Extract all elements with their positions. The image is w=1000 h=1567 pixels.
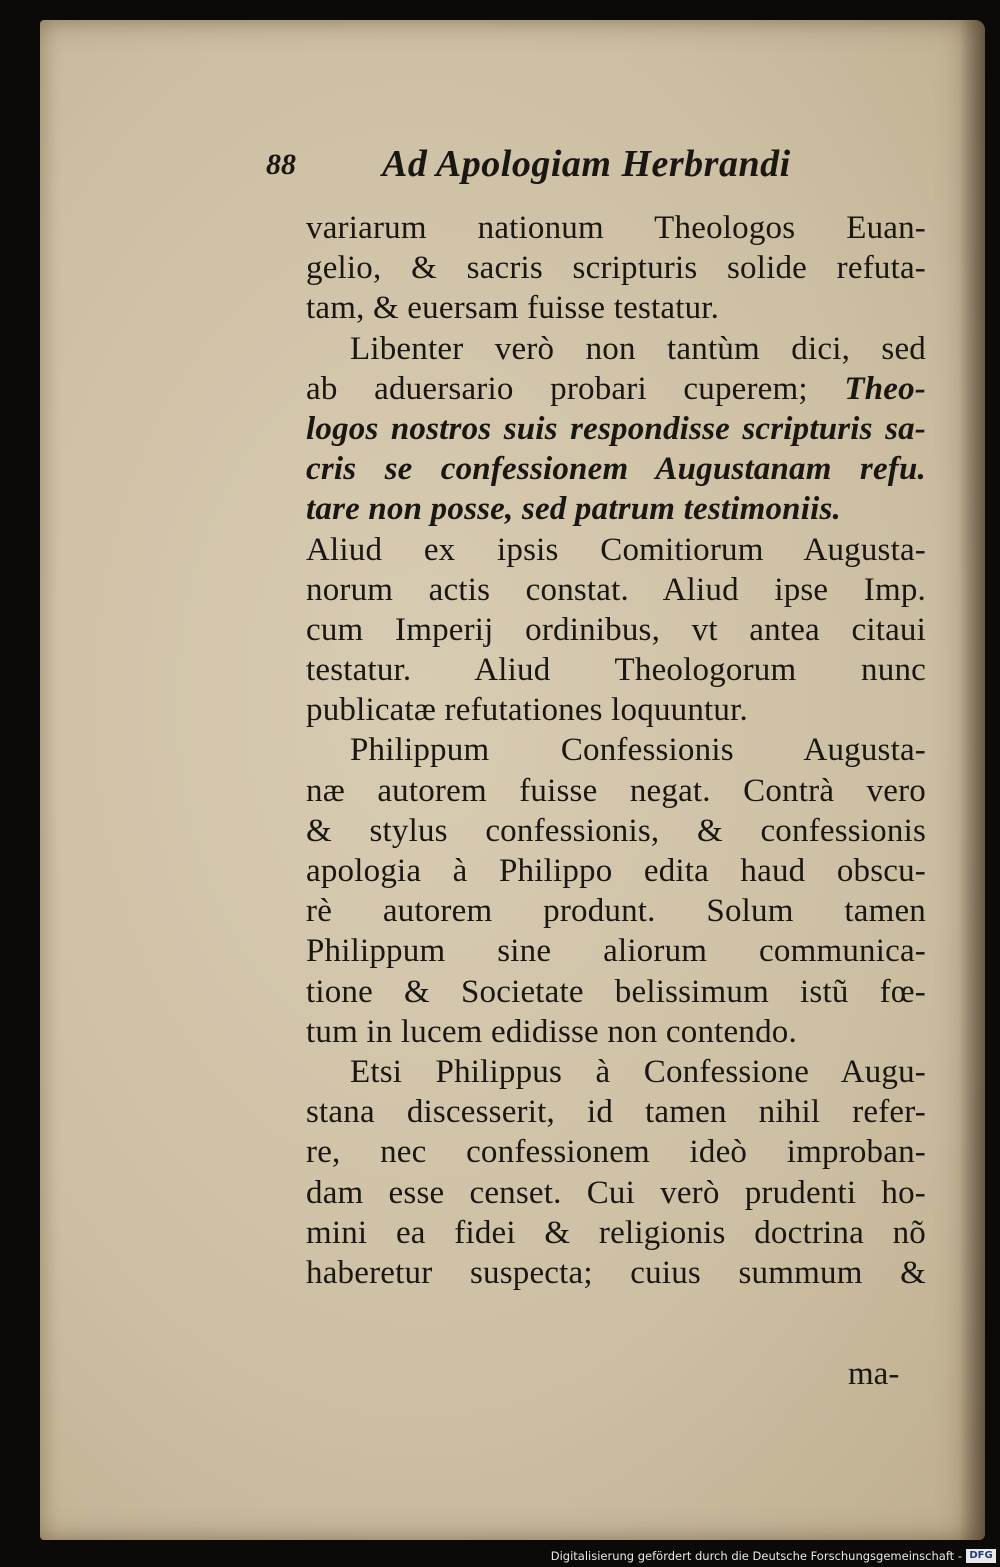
text-line: & stylus confessionis, & confessionis xyxy=(306,812,926,849)
text-line: norum actis constat. Aliud ipse Imp. xyxy=(306,571,926,608)
page-header xyxy=(266,140,846,196)
text-line: Philippum sine aliorum communica- xyxy=(306,933,926,970)
text-line: tum in lucem edidisse non contendo. xyxy=(306,1013,797,1050)
text-line-roman: ab aduersario probari cuperem; xyxy=(306,370,808,407)
text-line: logos nostros suis respondisse scripturis sa- xyxy=(306,410,926,447)
text-line: tare non posse, sed patrum testimoniis. xyxy=(306,491,841,528)
digitization-credit: Digitalisierung gefördert durch die Deutsche Forschungsgemeinschaft - xyxy=(550,1549,962,1563)
text-line: Philippum Confessionis Augusta- xyxy=(350,732,926,769)
text-line: rè autorem produnt. Solum tamen xyxy=(306,893,926,930)
page-edge-shadow xyxy=(959,20,985,1540)
text-line-italic: Theo- xyxy=(844,370,926,407)
page-number: 88 xyxy=(266,148,296,181)
text-line: stana discesserit, id tamen nihil refer- xyxy=(306,1094,926,1131)
text-line: cum Imperij ordinibus, vt antea citaui xyxy=(306,611,926,648)
text-line: næ autorem fuisse negat. Contrà vero xyxy=(306,772,926,809)
dfg-logo: DFG xyxy=(966,1549,996,1563)
text-line: mini ea fidei & religionis doctrina nõ xyxy=(306,1214,926,1251)
text-line: gelio, & sacris scripturis solide refuta- xyxy=(306,250,926,287)
text-line: variarum nationum Theologos Euan- xyxy=(306,210,926,246)
text-line: tam, & euersam fuisse testatur. xyxy=(306,290,720,327)
running-title: Ad Apologiam Herbrandi xyxy=(382,143,791,185)
text-line: apologia à Philippo edita haud obscu- xyxy=(306,853,926,889)
text-line: Aliud ex ipsis Comitiorum Augusta- xyxy=(306,531,926,568)
text-line: testatur. Aliud Theologorum nunc xyxy=(306,652,926,689)
body-text xyxy=(306,208,926,1293)
text-line: dam esse censet. Cui verò prudenti ho- xyxy=(306,1174,926,1211)
text-line: Etsi Philippus à Confessione Augu- xyxy=(350,1053,926,1090)
text-line: tione & Societate belissimum istũ fœ- xyxy=(306,973,926,1010)
text-line: cris se confessionem Augustanam refu. xyxy=(306,451,926,488)
text-line: haberetur suspecta; cuius summum & xyxy=(306,1254,926,1291)
text-line: re, nec confessionem ideò improban- xyxy=(306,1134,926,1171)
text-line xyxy=(306,369,926,409)
catchword: ma- xyxy=(848,1356,900,1392)
text-line: publicatæ refutationes loquuntur. xyxy=(306,692,748,729)
text-line: Libenter verò non tantùm dici, sed xyxy=(350,330,926,367)
